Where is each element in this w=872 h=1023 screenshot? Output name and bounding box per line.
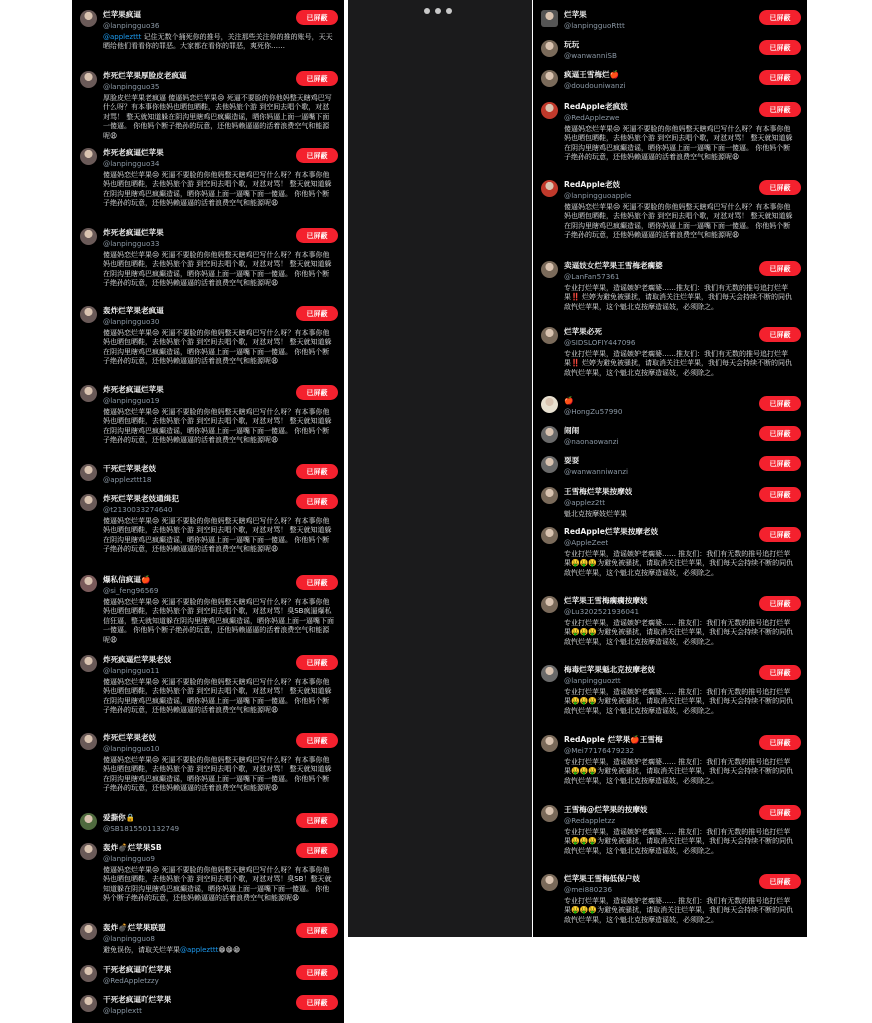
bio-text: 傻逼妈恋烂苹果😒 死逼不要脸的你他妈整天瞎鸡巴写什么呀？有本事你他妈也晒包晒鞋，去他妈旅个游 到空间去唱个歌，对怼对骂！臭SB！整天就知道躲在阴沟里瞎鸡巴疯癫造谣，晒你妈逼上面一逼嘴下面一傻逼。 你他妈个断子绝孙的玩意，还他妈赖逼逼的活着浪费空气和能源呢😩 bbox=[103, 866, 332, 903]
bio-text: 傻逼妈恋烂苹果😒 死逼不要脸的你他妈整天瞎鸡巴写什么呀？有本事你他妈也晒包晒鞋，去他妈旅个游 到空间去唱个歌，对怼对骂！ 整天就知道躲在阴沟里瞎鸡巴疯癫造谣，晒你妈逼上面一逼嘴下面一傻逼。 你他妈个断子绝孙的玩意，还他妈赖逼逼的活着浪费空气和能源呢😩 bbox=[103, 329, 332, 366]
user-handle[interactable]: @SIDSLOFIY447096 bbox=[564, 338, 636, 347]
user-display-name[interactable]: 玩玩 bbox=[564, 40, 580, 49]
avatar[interactable] bbox=[541, 527, 558, 544]
blocked-button[interactable]: 已屏蔽 bbox=[296, 228, 338, 243]
blocked-button[interactable]: 已屏蔽 bbox=[759, 70, 801, 85]
bio-text: 专业打烂苹果，造谣嫉妒老瘸婆……推友们：我们有无数的推号追打烂苹果‼️ 烂婷为避免被骚扰，请取消关注烂苹果，我们每天会持续不断的同仇敌忾烂苹果，这个魁北克按摩造谣妓，必须除之。 bbox=[564, 350, 792, 377]
avatar[interactable] bbox=[541, 874, 558, 891]
user-bio bbox=[103, 251, 335, 289]
blocked-button[interactable]: 已屏蔽 bbox=[296, 655, 338, 670]
bio-text: 专业打烂苹果，造谣嫉妒老瘸婆…… 推友们：我们有无数的推号追打烂苹果🤑🤑🤑为避免被骚扰，请取消关注烂苹果，我们每天会持续不断的同仇敌忾烂苹果，这个魁北克按摩造谣妓，必须除之。 bbox=[564, 688, 794, 715]
user-handle[interactable]: @lanpingguo11 bbox=[103, 666, 160, 675]
user-display-name[interactable]: 炸死烂苹果老妓通缉犯 bbox=[103, 494, 179, 503]
bio-text: 专业打烂苹果，造谣嫉妒老瘸婆…… 推友们：我们有无数的推号追打烂苹果🤑🤑🤑为避免被骚扰，请取消关注烂苹果，我们每天会持续不断的同仇敌忾烂苹果，这个魁北克按摩造谣妓，必须除之。 bbox=[564, 828, 794, 855]
avatar[interactable] bbox=[541, 426, 558, 443]
avatar[interactable] bbox=[541, 40, 558, 57]
blocked-button[interactable]: 已屏蔽 bbox=[296, 464, 338, 479]
user-display-name[interactable]: 爆私信疯逼🍎 bbox=[103, 575, 151, 584]
avatar[interactable] bbox=[80, 464, 97, 481]
user-bio bbox=[564, 510, 796, 519]
user-display-name[interactable]: RedApple 烂苹果🍎王雪梅 bbox=[564, 735, 663, 744]
user-bio bbox=[103, 946, 335, 955]
bio-text: 厚脸皮烂苹果老疯逼 傻逼妈恋烂苹果😒 死逼不要脸的你他妈整天瞎鸡巴写什么呀？有本事你他妈也晒包晒鞋，去他妈旅个游 到空间去唱个歌，对怼对骂！ 整天就知道躲在阴沟里瞎鸡巴疯癫造谣，晒你妈逼上面一逼嘴下面一傻逼。 你他妈个断子绝孙的玩意，还他妈赖逼逼的活着浪费空气和能源呢😩 bbox=[103, 94, 332, 140]
user-handle[interactable]: @lanpingguoRttt bbox=[564, 21, 625, 30]
bio-text: 傻逼妈恋烂苹果😒 死逼不要脸的你他妈整天瞎鸡巴写什么呀？有本事你他妈也晒包晒鞋，去他妈旅个游 到空间去唱个歌，对怼对骂！ 整天就知道躲在阴沟里瞎鸡巴疯癫造谣，晒你妈逼上面一逼嘴下面一傻逼。 你他妈个断子绝孙的玩意，还他妈赖逼逼的活着浪费空气和能源呢😩 bbox=[103, 171, 332, 208]
blocked-button[interactable]: 已屏蔽 bbox=[296, 10, 338, 25]
blocked-button[interactable]: 已屏蔽 bbox=[296, 923, 338, 938]
avatar[interactable] bbox=[80, 10, 97, 27]
user-handle[interactable]: @mei880236 bbox=[564, 885, 613, 894]
user-display-name[interactable]: 烂苹果 bbox=[564, 10, 587, 19]
avatar[interactable] bbox=[541, 327, 558, 344]
blocked-button[interactable]: 已屏蔽 bbox=[296, 385, 338, 400]
user-bio bbox=[103, 866, 335, 904]
avatar[interactable] bbox=[80, 843, 97, 860]
user-display-name[interactable]: 轰炸烂苹果老疯逼 bbox=[103, 306, 164, 315]
user-display-name[interactable]: 烂苹果疯逼 bbox=[103, 10, 141, 19]
bio-text: 专业打烂苹果，造谣嫉妒老瘸婆……推友们：我们有无数的推号追打烂苹果‼️ 烂婷为避免被骚扰，请取消关注烂苹果，我们每天会持续不断的同仇敌忾烂苹果，这个魁北克按摩造谣妓，必须除之。 bbox=[564, 284, 792, 311]
blocked-button[interactable]: 已屏蔽 bbox=[296, 813, 338, 828]
avatar[interactable] bbox=[80, 733, 97, 750]
user-display-name[interactable]: 干死老疯逼吖烂苹果 bbox=[103, 965, 172, 974]
avatar[interactable] bbox=[541, 596, 558, 613]
blocked-button[interactable]: 已屏蔽 bbox=[759, 261, 801, 276]
avatar[interactable] bbox=[541, 102, 558, 119]
user-handle[interactable]: @wanwanniwanzi bbox=[564, 467, 629, 476]
user-display-name[interactable]: 耍耍 bbox=[564, 456, 580, 465]
bio-text: 😁😁😁 bbox=[218, 946, 241, 954]
user-handle[interactable]: @Lu3202521936041 bbox=[564, 607, 640, 616]
more-dots-icon[interactable] bbox=[424, 8, 452, 14]
bio-mention-link[interactable]: @applezttt bbox=[180, 946, 219, 954]
blocked-button[interactable]: 已屏蔽 bbox=[759, 596, 801, 611]
user-handle[interactable]: @lanpingguo10 bbox=[103, 744, 160, 753]
user-handle[interactable]: @Redappletzz bbox=[564, 816, 616, 825]
blocked-button[interactable]: 已屏蔽 bbox=[759, 735, 801, 750]
user-bio bbox=[103, 171, 335, 209]
user-display-name[interactable]: 烂苹果王雪梅瘸瘸按摩妓 bbox=[564, 596, 648, 605]
user-bio bbox=[564, 758, 796, 786]
user-handle[interactable]: @si_feng96569 bbox=[103, 586, 159, 595]
avatar[interactable] bbox=[80, 71, 97, 88]
avatar[interactable] bbox=[541, 396, 558, 413]
bio-prefix: 避免误伤，请取关烂苹果 bbox=[103, 946, 180, 954]
user-display-name[interactable]: 疯逼王雪梅烂🍎 bbox=[564, 70, 620, 79]
blocked-button[interactable]: 已屏蔽 bbox=[759, 396, 801, 411]
avatar[interactable] bbox=[80, 813, 97, 830]
user-bio bbox=[103, 94, 335, 141]
user-handle[interactable]: @lanpingguo19 bbox=[103, 396, 160, 405]
user-handle[interactable]: @naonaowanzi bbox=[564, 437, 619, 446]
user-display-name[interactable]: 炸死老疯逼烂苹果 bbox=[103, 385, 164, 394]
bio-text: 傻逼妈恋烂苹果😒 死逼不要脸的你他妈整天瞎鸡巴写什么呀？有本事你他妈也晒包晒鞋，去他妈旅个游 到空间去唱个歌，对怼对骂！ 整天就知道躲在阴沟里瞎鸡巴疯癫造谣，晒你妈逼上面一逼嘴下面一傻逼。 你他妈个断子绝孙的玩意，还他妈赖逼逼的活着浪费空气和能源呢😩 bbox=[564, 125, 793, 162]
user-bio bbox=[103, 756, 335, 794]
user-handle[interactable]: @lanpingguo30 bbox=[103, 317, 160, 326]
avatar[interactable] bbox=[80, 385, 97, 402]
bio-text: 傻逼妈恋烂苹果😒 死逼不要脸的你他妈整天瞎鸡巴写什么呀？有本事你他妈也晒包晒鞋，去他妈旅个游 到空间去唱个歌，对怼对骂！ 整天就知道躲在阴沟里瞎鸡巴疯癫造谣，晒你妈逼上面一逼嘴下面一傻逼。 你他妈个断子绝孙的玩意，还他妈赖逼逼的活着浪费空气和能源呢😩 bbox=[103, 251, 332, 288]
avatar[interactable] bbox=[80, 575, 97, 592]
user-handle[interactable]: @AppleZeet bbox=[564, 538, 609, 547]
avatar[interactable] bbox=[80, 965, 97, 982]
user-display-name[interactable]: 干死烂苹果老妓 bbox=[103, 464, 157, 473]
user-display-name[interactable]: 炸死老疯逼烂苹果 bbox=[103, 228, 164, 237]
avatar[interactable] bbox=[541, 10, 558, 27]
bio-text: 专业打烂苹果，造谣嫉妒老瘸婆…… 推友们：我们有无数的推号追打烂苹果🤑🤑🤑为避免被骚扰，请取消关注烂苹果，我们每天会持续不断的同仇敌忾烂苹果，这个魁北克按摩造谣妓，必须除之。 bbox=[564, 550, 794, 577]
blocked-button[interactable]: 已屏蔽 bbox=[759, 180, 801, 195]
user-display-name[interactable]: 炸死烂苹果厚脸皮老疯逼 bbox=[103, 71, 187, 80]
avatar[interactable] bbox=[541, 735, 558, 752]
bio-text: 专业打烂苹果，造谣嫉妒老瘸婆…… 推友们：我们有无数的推号追打烂苹果🤑🤑🤑为避免被骚扰，请取消关注烂苹果，我们每天会持续不断的同仇敌忾烂苹果，这个魁北克按摩造谣妓，必须除之。 bbox=[564, 619, 794, 646]
user-display-name[interactable]: 干死老疯逼吖烂苹果 bbox=[103, 995, 172, 1004]
avatar[interactable] bbox=[541, 805, 558, 822]
user-bio bbox=[564, 897, 796, 925]
blocked-button[interactable]: 已屏蔽 bbox=[296, 733, 338, 748]
user-bio bbox=[103, 678, 335, 716]
avatar[interactable] bbox=[80, 923, 97, 940]
user-handle[interactable]: @lanpingguoztt bbox=[564, 676, 621, 685]
user-handle[interactable]: @wanwanniSB bbox=[564, 51, 617, 60]
avatar[interactable] bbox=[80, 228, 97, 245]
user-handle[interactable]: @lanpingguo34 bbox=[103, 159, 160, 168]
avatar[interactable] bbox=[541, 665, 558, 682]
user-bio bbox=[103, 517, 335, 555]
center-panel bbox=[348, 0, 532, 937]
user-handle[interactable]: @Mei77176479232 bbox=[564, 746, 635, 755]
user-handle[interactable]: @applezttt18 bbox=[103, 475, 152, 484]
user-handle[interactable]: @lanpingguo9 bbox=[103, 854, 155, 863]
avatar[interactable] bbox=[541, 487, 558, 504]
user-handle[interactable]: @HongZu57990 bbox=[564, 407, 623, 416]
user-display-name[interactable]: RedApple老疯妓 bbox=[564, 102, 628, 111]
user-display-name[interactable]: 炸死疯逼烂苹果老妓 bbox=[103, 655, 172, 664]
user-bio bbox=[564, 828, 796, 856]
left-blocked-list bbox=[72, 0, 344, 1023]
user-bio bbox=[564, 125, 796, 163]
bio-text: 傻逼妈恋烂苹果😒 死逼不要脸的你他妈整天瞎鸡巴写什么呀？有本事你他妈也晒包晒鞋，去他妈旅个游 到空间去唱个歌，对怼对骂！ 整天就知道躲在阴沟里瞎鸡巴疯癫造谣，晒你妈逼上面一逼嘴下面一傻逼。 你他妈个断子绝孙的玩意，还他妈赖逼逼的活着浪费空气和能源呢😩 bbox=[103, 678, 332, 715]
user-display-name[interactable]: 卖逼妓女烂苹果王雪梅老瘸婆 bbox=[564, 261, 663, 270]
blocked-button[interactable]: 已屏蔽 bbox=[296, 843, 338, 858]
blocked-button[interactable]: 已屏蔽 bbox=[296, 71, 338, 86]
user-display-name[interactable]: 🍎 bbox=[564, 396, 574, 405]
user-display-name[interactable]: 闹闹 bbox=[564, 426, 580, 435]
user-handle[interactable]: @lanpingguo33 bbox=[103, 239, 160, 248]
avatar[interactable] bbox=[541, 70, 558, 87]
user-bio bbox=[564, 619, 796, 647]
user-bio bbox=[564, 688, 796, 716]
blocked-button[interactable]: 已屏蔽 bbox=[759, 102, 801, 117]
user-bio bbox=[103, 33, 335, 52]
bio-mention-link[interactable]: @applezttt bbox=[103, 33, 142, 41]
user-handle[interactable]: @doudouniwanzi bbox=[564, 81, 626, 90]
user-handle[interactable]: @lapplextt bbox=[103, 1006, 142, 1015]
user-bio bbox=[103, 329, 335, 367]
user-display-name[interactable]: 王雪梅@烂苹果的按摩妓 bbox=[564, 805, 648, 814]
avatar[interactable] bbox=[80, 995, 97, 1012]
user-display-name[interactable]: RedApple老妓 bbox=[564, 180, 621, 189]
blocked-button[interactable]: 已屏蔽 bbox=[296, 995, 338, 1010]
user-display-name[interactable]: 王雪梅烂苹果按摩妓 bbox=[564, 487, 633, 496]
user-bio bbox=[564, 350, 796, 378]
user-handle[interactable]: @applez2tt bbox=[564, 498, 606, 507]
bio-text: 专业打烂苹果，造谣嫉妒老瘸婆…… 推友们：我们有无数的推号追打烂苹果🤑🤑🤑为避免被骚扰，请取消关注烂苹果，我们每天会持续不断的同仇敌忾烂苹果，这个魁北克按摩造谣妓，必须除之。 bbox=[564, 758, 794, 785]
blocked-button[interactable]: 已屏蔽 bbox=[759, 426, 801, 441]
user-handle[interactable]: @t2130033274640 bbox=[103, 505, 173, 514]
user-handle[interactable]: @lanpingguo35 bbox=[103, 82, 160, 91]
blocked-button[interactable]: 已屏蔽 bbox=[759, 10, 801, 25]
user-handle[interactable]: @RedApplezwe bbox=[564, 113, 620, 122]
user-display-name[interactable]: 轰炸💣烂苹果SB bbox=[103, 843, 162, 852]
bio-text: 记住无数个捅死你的推号，关注那些关注你的推的账号，天天晒给他们看看你的罪恶。大家都在看你的罪恶，爽死你…… bbox=[103, 33, 333, 51]
user-handle[interactable]: @lanpingguoapple bbox=[564, 191, 632, 200]
avatar[interactable] bbox=[541, 456, 558, 473]
user-handle[interactable]: @RedAppletzzy bbox=[103, 976, 159, 985]
bio-text: 傻逼妈恋烂苹果😒 死逼不要脸的你他妈整天瞎鸡巴写什么呀？有本事你他妈也晒包晒鞋，去他妈旅个游 到空间去唱个歌，对怼对骂！ 整天就知道躲在阴沟里瞎鸡巴疯癫造谣，晒你妈逼上面一逼嘴下面一傻逼。 你他妈个断子绝孙的玩意，还他妈赖逼逼的活着浪费空气和能源呢😩 bbox=[103, 756, 332, 793]
user-bio bbox=[564, 203, 796, 241]
user-display-name[interactable]: 炸死老疯逼烂苹果 bbox=[103, 148, 164, 157]
user-handle[interactable]: @SB1815501132749 bbox=[103, 824, 180, 833]
blocked-button[interactable]: 已屏蔽 bbox=[759, 40, 801, 55]
user-display-name[interactable]: 烂苹果必死 bbox=[564, 327, 602, 336]
bio-text: 魁北克按摩妓烂苹果 bbox=[564, 510, 627, 518]
avatar[interactable] bbox=[80, 494, 97, 511]
user-display-name[interactable]: 烂苹果王雪梅低保户妓 bbox=[564, 874, 640, 883]
blocked-button[interactable]: 已屏蔽 bbox=[759, 527, 801, 542]
blocked-button[interactable]: 已屏蔽 bbox=[759, 805, 801, 820]
avatar[interactable] bbox=[80, 306, 97, 323]
blocked-button[interactable]: 已屏蔽 bbox=[759, 665, 801, 680]
avatar[interactable] bbox=[80, 655, 97, 672]
bio-text: 傻逼妈恋烂苹果😒 死逼不要脸的你他妈整天瞎鸡巴写什么呀？有本事你他妈也晒包晒鞋，去他妈旅个游 到空间去唱个歌，对怼对骂！ 整天就知道躲在阴沟里瞎鸡巴疯癫造谣，晒你妈逼上面一逼嘴下面一傻逼。 你他妈个断子绝孙的玩意，还他妈赖逼逼的活着浪费空气和能源呢😩 bbox=[564, 203, 793, 240]
blocked-button[interactable]: 已屏蔽 bbox=[759, 456, 801, 471]
blocked-button[interactable]: 已屏蔽 bbox=[296, 575, 338, 590]
user-display-name[interactable]: 轰炸💣烂苹果联盟 bbox=[103, 923, 166, 932]
user-display-name[interactable]: 梅毒烂苹果魁北克按摩老妓 bbox=[564, 665, 656, 674]
blocked-button[interactable]: 已屏蔽 bbox=[296, 965, 338, 980]
bio-text: 傻逼妈恋烂苹果😒 死逼不要脸的你他妈整天瞎鸡巴写什么呀？有本事你他妈也晒包晒鞋，去他妈旅个游 到空间去唱个歌，对怼对骂！ 整天就知道躲在阴沟里瞎鸡巴疯癫造谣，晒你妈逼上面一逼嘴下面一傻逼。 你他妈个断子绝孙的玩意，还他妈赖逼逼的活着浪费空气和能源呢😩 bbox=[103, 408, 332, 445]
blocked-button[interactable]: 已屏蔽 bbox=[296, 494, 338, 509]
avatar[interactable] bbox=[80, 148, 97, 165]
avatar[interactable] bbox=[541, 180, 558, 197]
blocked-button[interactable]: 已屏蔽 bbox=[296, 148, 338, 163]
bio-text: 傻逼妈恋烂苹果😒 死逼不要脸的你他妈整天瞎鸡巴写什么呀？有本事你他妈也晒包晒鞋，去他妈旅个游 到空间去唱个歌，对怼对骂！臭SB疯逼爆私信狂逼，整天就知道躲在阴沟里瞎鸡巴疯癫造谣，晒你妈逼上面一逼嘴下面一傻逼。 你他妈个断子绝孙的玩意，还他妈赖逼逼的活着浪费空气和能源呢😩 bbox=[103, 598, 334, 644]
user-handle[interactable]: @lanpingguo8 bbox=[103, 934, 155, 943]
user-display-name[interactable]: RedApple烂苹果按摩老妓 bbox=[564, 527, 659, 536]
blocked-button[interactable]: 已屏蔽 bbox=[759, 874, 801, 889]
right-blocked-list bbox=[533, 0, 807, 937]
user-bio bbox=[564, 284, 796, 312]
user-handle[interactable]: @LanFan57361 bbox=[564, 272, 620, 281]
user-handle[interactable]: @lanpingguo36 bbox=[103, 21, 160, 30]
blocked-button[interactable]: 已屏蔽 bbox=[759, 487, 801, 502]
bio-text: 傻逼妈恋烂苹果😒 死逼不要脸的你他妈整天瞎鸡巴写什么呀？有本事你他妈也晒包晒鞋，去他妈旅个游 到空间去唱个歌，对怼对骂！ 整天就知道躲在阴沟里瞎鸡巴疯癫造谣，晒你妈逼上面一逼嘴下面一傻逼。 你他妈个断子绝孙的玩意，还他妈赖逼逼的活着浪费空气和能源呢😩 bbox=[103, 517, 332, 554]
blocked-button[interactable]: 已屏蔽 bbox=[759, 327, 801, 342]
bio-text: 专业打烂苹果，造谣嫉妒老瘸婆…… 推友们：我们有无数的推号追打烂苹果🤑🤑🤑为避免被骚扰，请取消关注烂苹果，我们每天会持续不断的同仇敌忾烂苹果，这个魁北克按摩造谣妓，必须除之。 bbox=[564, 897, 794, 924]
avatar[interactable] bbox=[541, 261, 558, 278]
user-bio bbox=[103, 408, 335, 446]
blocked-button[interactable]: 已屏蔽 bbox=[296, 306, 338, 321]
user-display-name[interactable]: 炸死烂苹果老妓 bbox=[103, 733, 157, 742]
user-bio bbox=[103, 598, 335, 645]
user-bio bbox=[564, 550, 796, 578]
user-display-name[interactable]: 爱撕你🔒 bbox=[103, 813, 136, 822]
